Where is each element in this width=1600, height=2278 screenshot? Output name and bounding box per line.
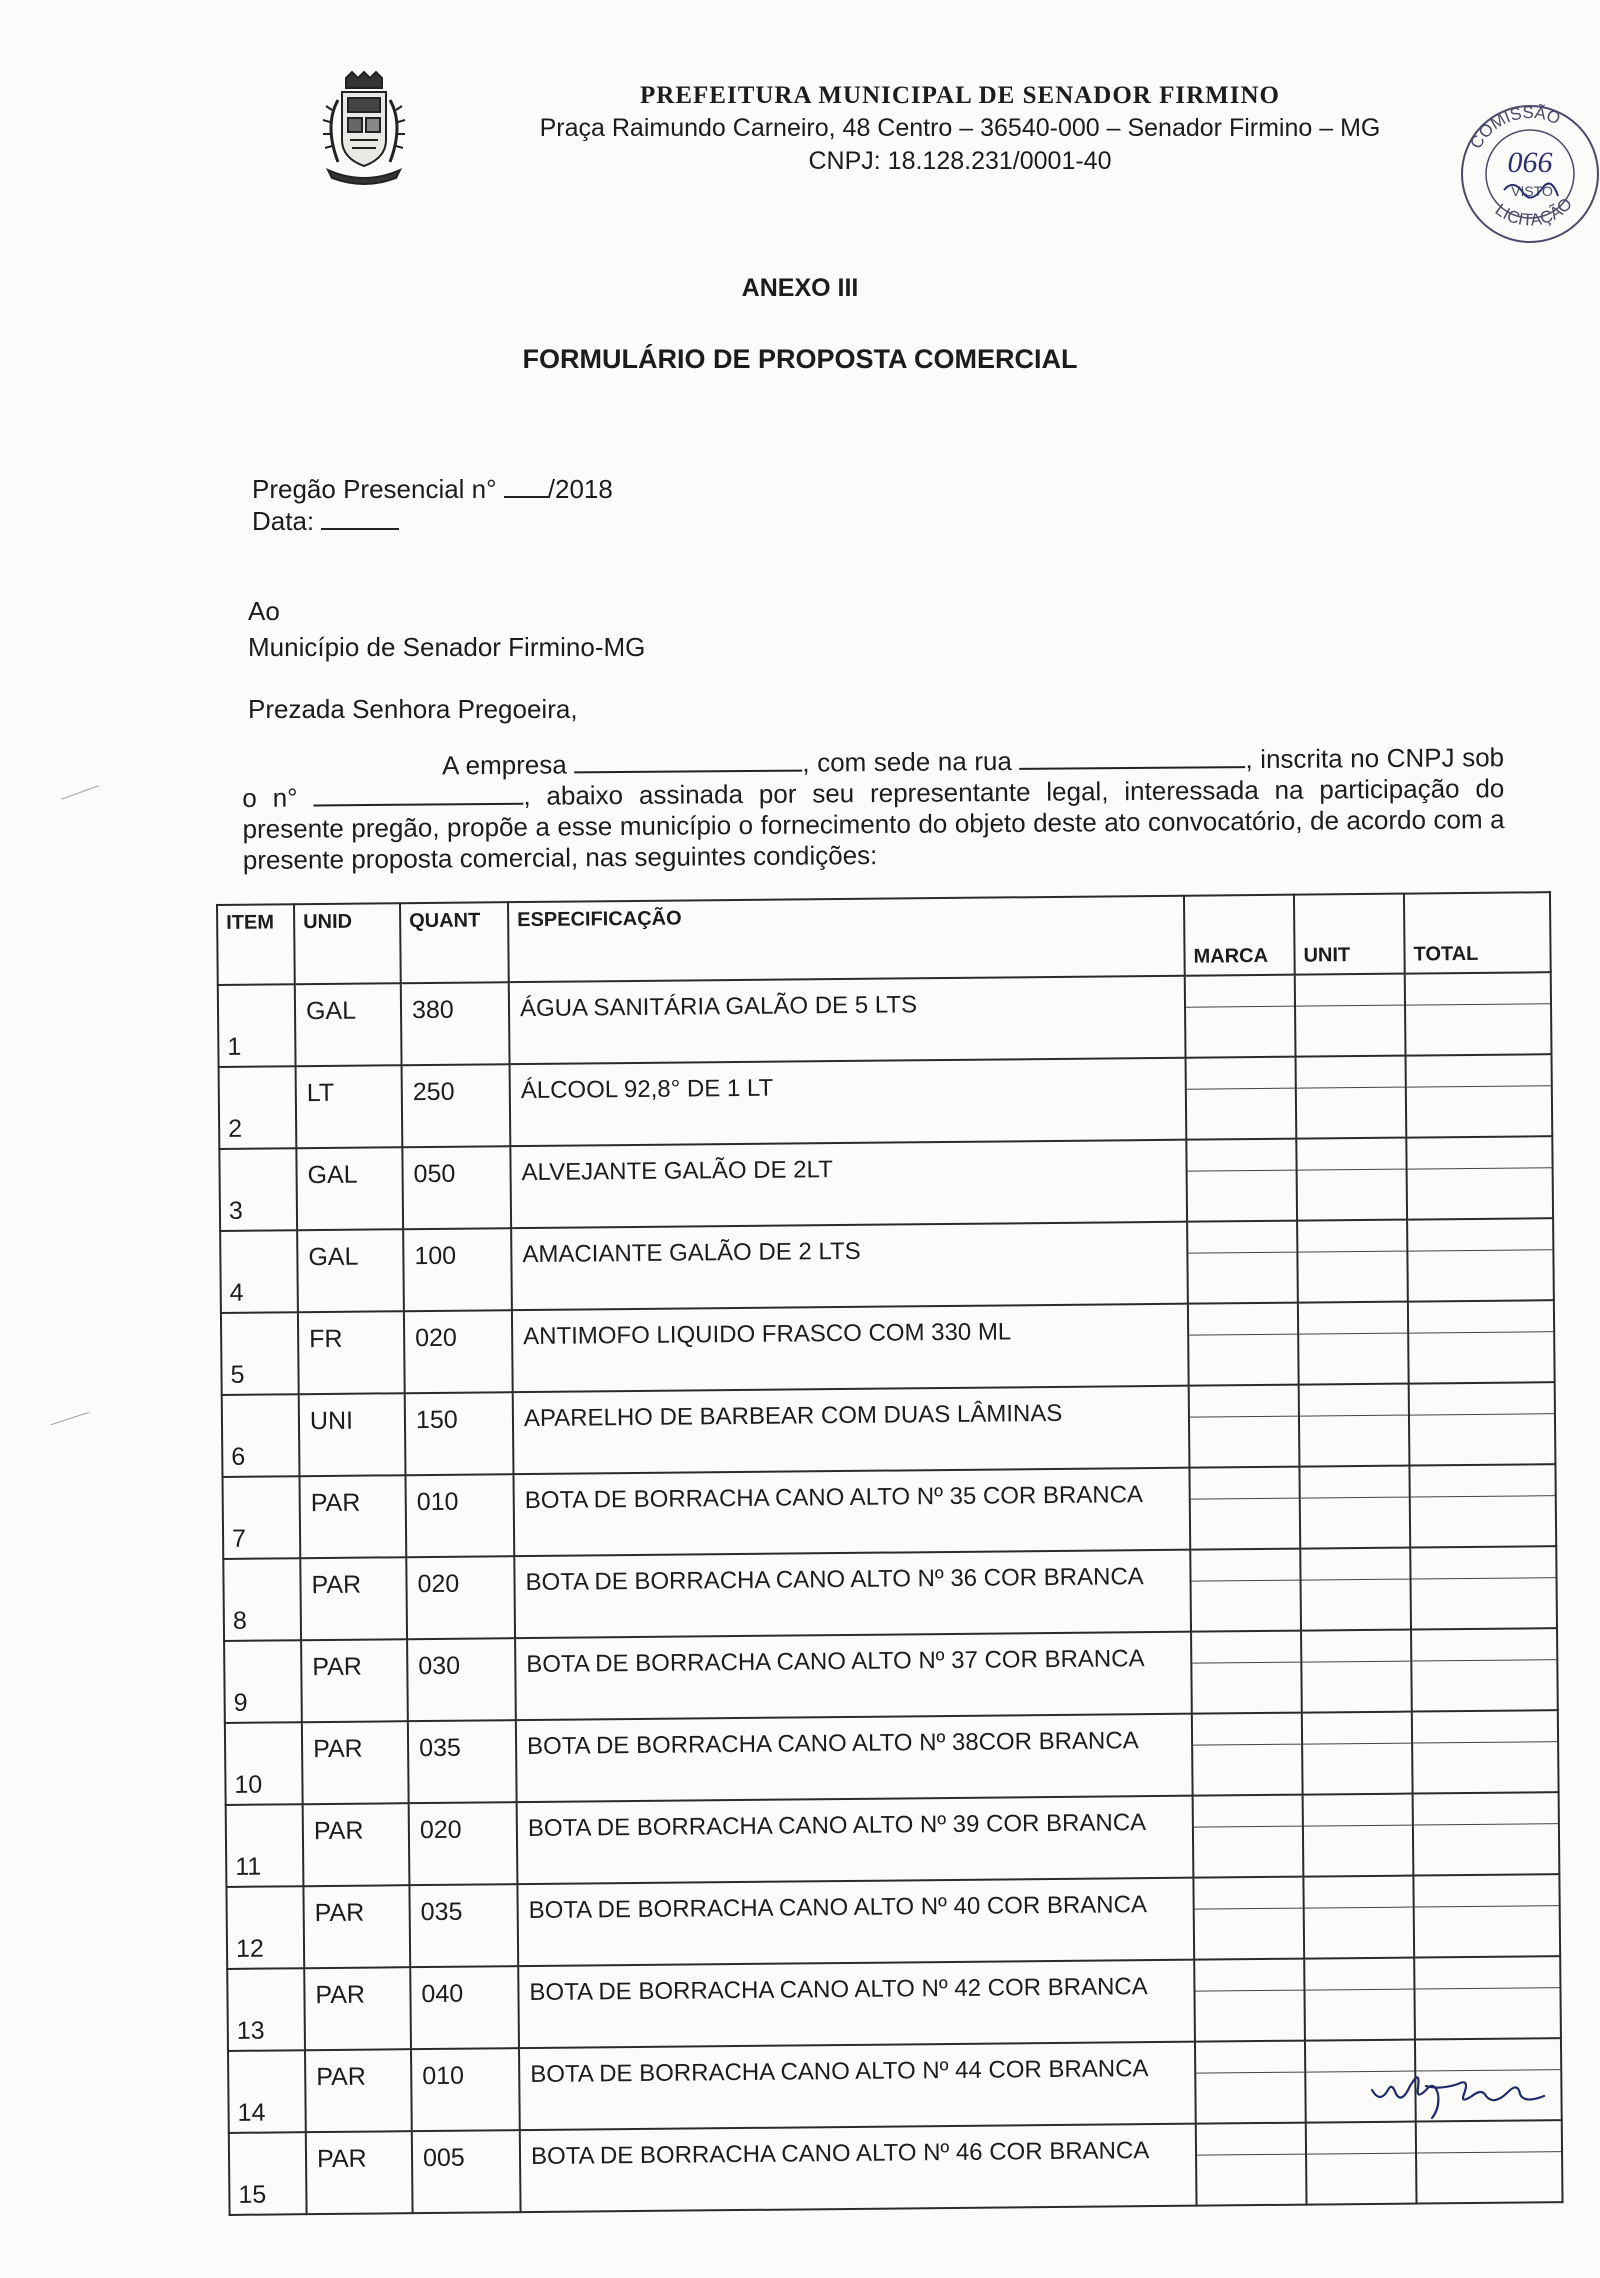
specification-cell: BOTA DE BORRACHA CANO ALTO Nº 40 COR BRANCA [517,1878,1194,1966]
header-total: TOTAL [1404,892,1551,973]
item-cell: 13 [227,1968,305,2051]
stamp-top-text: COMISSÃO [1466,102,1564,153]
quantity-cell: 035 [408,1720,517,1803]
svg-text:COMISSÃO [1466,103,1563,152]
table-row [226,1874,1560,1969]
pregao-label: Pregão Presencial n° [252,474,497,504]
unit-type-cell: UNI [299,1393,406,1476]
salutation: Prezada Senhora Pregoeira, [248,694,578,724]
unit-type-cell: PAR [301,1639,408,1722]
specification-cell: BOTA DE BORRACHA CANO ALTO Nº 39 COR BRANCA [517,1796,1194,1884]
item-cell: 15 [229,2132,307,2215]
quantity-cell: 040 [410,1966,519,2049]
unit-type-cell: PAR [303,1803,410,1886]
specification-cell: BOTA DE BORRACHA CANO ALTO Nº 35 COR BRANCA [513,1468,1190,1556]
total-price-cell[interactable] [1405,972,1552,1055]
header-unid: UNID [294,903,401,984]
quantity-cell: 250 [402,1064,511,1147]
brand-cell[interactable] [1192,1713,1303,1796]
svg-text:LICITAÇÃO [1492,194,1576,230]
specification-cell: BOTA DE BORRACHA CANO ALTO Nº 38COR BRANCA [516,1714,1193,1802]
proposal-table [216,891,1564,2216]
item-cell: 6 [222,1394,300,1477]
unit-price-cell[interactable] [1306,2122,1417,2205]
unit-price-cell[interactable] [1302,1712,1413,1795]
specification-cell: BOTA DE BORRACHA CANO ALTO Nº 42 COR BRANCA [518,1960,1195,2048]
unit-price-cell[interactable] [1303,1794,1414,1877]
item-cell: 5 [221,1312,299,1395]
coat-of-arms-logo [318,70,410,185]
brand-cell[interactable] [1193,1877,1304,1960]
addressee-municipality: Município de Senador Firmino-MG [248,632,646,662]
brand-cell[interactable] [1186,1139,1297,1222]
brand-cell[interactable] [1185,975,1296,1058]
total-price-cell[interactable] [1411,1628,1558,1711]
cnpj-blank[interactable] [313,781,523,807]
total-price-cell[interactable] [1413,1874,1560,1957]
institution-address: Praça Raimundo Carneiro, 48 Centro – 36540-000 – Senador Firmino – MG [539,114,1381,142]
table-row [219,1136,1553,1231]
brand-cell[interactable] [1193,1795,1304,1878]
annex-title: ANEXO III [741,274,859,302]
scan-mark [51,1412,89,1425]
brand-cell[interactable] [1191,1631,1302,1714]
unit-price-cell[interactable] [1299,1384,1410,1467]
item-cell: 1 [218,984,296,1067]
proposal-paragraph [242,742,1505,876]
street-blank[interactable] [1019,744,1245,770]
specification-cell: APARELHO DE BARBEAR COM DUAS LÂMINAS [513,1386,1190,1474]
unit-price-cell[interactable] [1300,1548,1411,1631]
unit-type-cell: FR [298,1311,405,1394]
signature [1368,2060,1558,2120]
quantity-cell: 020 [406,1556,515,1639]
unit-price-cell[interactable] [1298,1302,1409,1385]
table-row [223,1464,1557,1559]
total-price-cell[interactable] [1408,1300,1555,1383]
unit-price-cell[interactable] [1296,1056,1407,1139]
table-row [229,2120,1563,2215]
brand-cell[interactable] [1196,2123,1307,2206]
body-part-street: , com sede na rua [802,745,1012,778]
pregao-number-blank[interactable] [504,474,548,498]
table-row [220,1218,1554,1313]
unit-type-cell: GAL [295,983,402,1066]
brand-cell[interactable] [1190,1549,1301,1632]
quantity-cell: 100 [403,1228,512,1311]
addressee-to: Ao [248,596,280,626]
quantity-cell: 010 [411,2048,520,2131]
quantity-cell: 010 [405,1474,514,1557]
specification-cell: BOTA DE BORRACHA CANO ALTO Nº 46 COR BRANCA [520,2124,1197,2212]
stamp-bottom-text: LICITAÇÃO [1491,194,1576,230]
unit-type-cell: GAL [297,1229,404,1312]
brand-cell[interactable] [1195,2041,1306,2124]
commission-stamp [1452,74,1600,264]
body-part-cnpj: , inscrita no CNPJ sob o n° [242,742,1505,813]
total-price-cell[interactable] [1406,1054,1553,1137]
specification-cell: BOTA DE BORRACHA CANO ALTO Nº 44 COR BRANCA [519,2042,1196,2130]
institution-cnpj: CNPJ: 18.128.231/0001-40 [808,147,1112,175]
table-row [218,972,1552,1067]
unit-price-cell[interactable] [1304,1958,1415,2041]
table-header-row [217,892,1551,985]
item-cell: 8 [223,1558,301,1641]
brand-cell[interactable] [1194,1959,1305,2042]
item-cell: 14 [228,2050,306,2133]
institution-name: PREFEITURA MUNICIPAL DE SENADOR FIRMINO [640,82,1280,109]
brand-cell[interactable] [1189,1385,1300,1468]
form-title: FORMULÁRIO DE PROPOSTA COMERCIAL [522,344,1078,374]
total-price-cell[interactable] [1413,1792,1560,1875]
table-row [219,1054,1553,1149]
body-part-company: A empresa [441,749,567,781]
item-cell: 3 [219,1148,297,1231]
stamp-middle-text: VISTO [1511,183,1553,199]
item-cell: 2 [219,1066,297,1149]
header-spec: ESPECIFICAÇÃO [508,896,1185,982]
item-cell: 9 [224,1640,302,1723]
proposal-table-wrapper [216,891,1564,2216]
total-price-cell[interactable] [1412,1710,1559,1793]
specification-cell: BOTA DE BORRACHA CANO ALTO Nº 36 COR BRANCA [514,1550,1191,1638]
brand-cell[interactable] [1187,1221,1298,1304]
unit-price-cell[interactable] [1299,1466,1410,1549]
unit-price-cell[interactable] [1297,1220,1408,1303]
quantity-cell: 380 [401,982,510,1065]
date-label: Data: [252,506,315,536]
company-name-blank[interactable] [574,748,802,774]
total-price-cell[interactable] [1416,2120,1563,2203]
unit-type-cell: PAR [305,2049,412,2132]
brand-cell[interactable] [1189,1467,1300,1550]
quantity-cell: 050 [402,1146,511,1229]
item-cell: 7 [223,1476,301,1559]
item-cell: 12 [226,1886,304,1969]
specification-cell: ÁGUA SANITÁRIA GALÃO DE 5 LTS [509,976,1186,1064]
pregao-line [252,474,613,505]
quantity-cell: 150 [405,1392,514,1475]
date-line [252,506,399,537]
table-row [224,1628,1558,1723]
table-row [221,1300,1555,1395]
header-marca: MARCA [1184,895,1295,976]
brand-cell[interactable] [1186,1057,1297,1140]
unit-type-cell: GAL [296,1147,403,1230]
quantity-cell: 030 [407,1638,516,1721]
specification-cell: ANTIMOFO LIQUIDO FRASCO COM 330 ML [512,1304,1189,1392]
table-row [226,1792,1560,1887]
quantity-cell: 020 [409,1802,518,1885]
date-blank[interactable] [321,506,399,530]
total-price-cell[interactable] [1414,1956,1561,2039]
scan-mark [61,785,99,800]
header-unit: UNIT [1294,894,1405,975]
unit-type-cell: PAR [303,1885,410,1968]
total-price-cell[interactable] [1407,1218,1554,1301]
unit-type-cell: PAR [304,1967,411,2050]
unit-type-cell: PAR [300,1557,407,1640]
table-row [223,1546,1557,1641]
table-body [218,972,1563,2215]
quantity-cell: 005 [412,2130,521,2213]
unit-type-cell: LT [296,1065,403,1148]
specification-cell: AMACIANTE GALÃO DE 2 LTS [511,1222,1188,1310]
item-cell: 10 [225,1722,303,1805]
body-part-rest: , abaixo assinada por seu representante legal, interessada na participação do presente pregão, propõe a esse município o fornecimento do objeto deste ato convocatório, de acordo com a presente proposta comercial, nas seguintes condições: [242,773,1505,875]
table-row [225,1710,1559,1805]
unit-type-cell: PAR [306,2131,413,2214]
unit-type-cell: PAR [299,1475,406,1558]
brand-cell[interactable] [1188,1303,1299,1386]
quantity-cell: 035 [409,1884,518,1967]
item-cell: 11 [226,1804,304,1887]
unit-price-cell[interactable] [1295,974,1406,1057]
pregao-year: /2018 [547,474,613,504]
unit-type-cell: PAR [302,1721,409,1804]
unit-price-cell[interactable] [1303,1876,1414,1959]
table-row [222,1382,1556,1477]
quantity-cell: 020 [404,1310,513,1393]
total-price-cell[interactable] [1410,1546,1557,1629]
specification-cell: ÁLCOOL 92,8° DE 1 LT [510,1058,1187,1146]
total-price-cell[interactable] [1409,1382,1556,1465]
item-cell: 4 [220,1230,298,1313]
header-item: ITEM [217,904,295,985]
table-row [228,2038,1562,2133]
unit-price-cell[interactable] [1296,1138,1407,1221]
stamp-number: 066 [1507,146,1553,179]
letterhead [470,82,1450,176]
specification-cell: BOTA DE BORRACHA CANO ALTO Nº 37 COR BRANCA [515,1632,1192,1720]
total-price-cell[interactable] [1406,1136,1553,1219]
total-price-cell[interactable] [1409,1464,1556,1547]
unit-price-cell[interactable] [1301,1630,1412,1713]
header-quant: QUANT [400,902,509,983]
table-row [227,1956,1561,2051]
specification-cell: ALVEJANTE GALÃO DE 2LT [510,1140,1187,1228]
